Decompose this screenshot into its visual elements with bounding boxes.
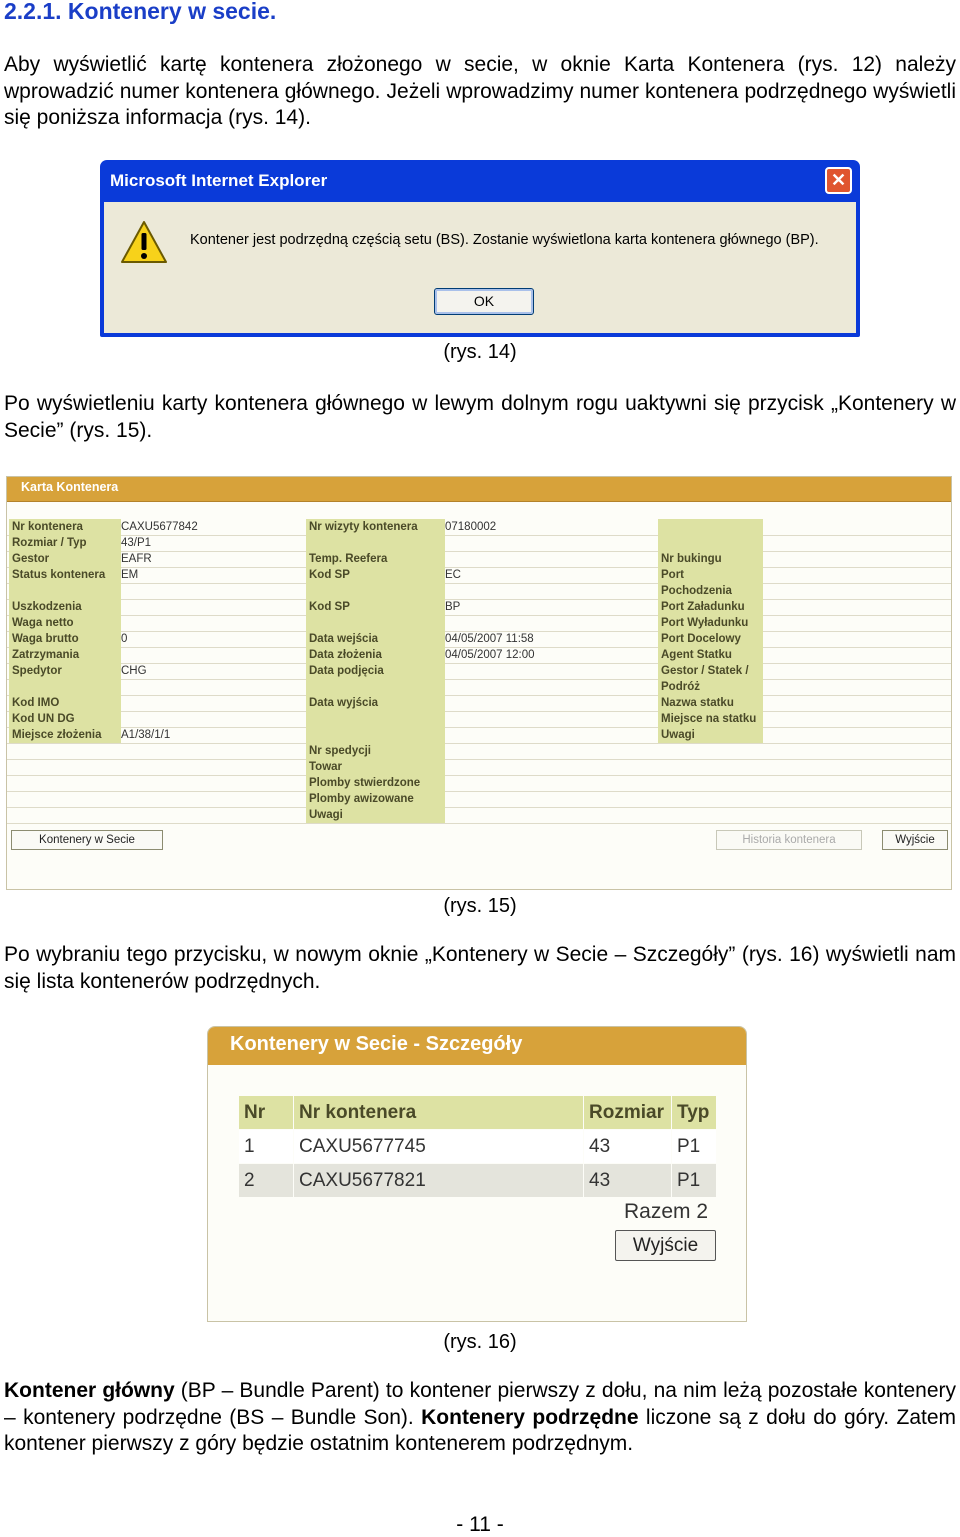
field-value: A1/38/1/1 [121,729,171,741]
field-label: Plomby awizowane [306,791,445,807]
field-label: Pochodzenia [658,583,763,599]
caption-rys15: (rys. 15) [443,895,517,917]
cell-nr-kontenera: CAXU5677821 [294,1164,583,1197]
field-label: Plomby stwierdzone [306,775,445,791]
karta-row-line [7,679,951,696]
field-label: Uwagi [658,727,763,743]
szczegoly-title: Kontenery w Secie - Szczegóły [230,1033,523,1055]
kontenery-w-secie-button[interactable]: Kontenery w Secie [11,830,163,850]
field-label: Podróż [658,679,763,695]
field-label [306,679,445,695]
field-value: CAXU5677842 [121,521,198,533]
cell-rozmiar: 43 [584,1164,671,1197]
field-label: Agent Statku [658,647,763,663]
field-label: Miejsce na statku [658,711,763,727]
paragraph-button-info: Po wyświetleniu karty kontenera głównego w lewym dolnym rogu uaktywni się przycisk „Kontenery w Secie” (rys. 15). [4,392,956,442]
text-part: liczone są z dołu do góry. Zatem kontener pierwszy z góry będzie ostatnim kontenerem podrzędnym. [4,1405,957,1455]
field-label: Nr spedycji [306,743,445,759]
term-kontener-glowny: Kontener główny [4,1379,175,1402]
column-header-nr: Nr [239,1096,293,1129]
field-label: Port Załadunku [658,599,763,615]
field-label: Data podjęcia [306,663,445,679]
field-label: Temp. Reefera [306,551,445,567]
karta-row-line [7,775,951,792]
field-label [658,519,763,535]
field-label: Data wyjścia [306,695,445,711]
field-label [306,727,445,743]
karta-row-line [7,615,951,632]
field-value: 07180002 [445,521,497,533]
field-label: Rozmiar / Typ [9,535,121,551]
column-header-rozmiar: Rozmiar [584,1096,671,1129]
field-label: Kod IMO [9,695,121,711]
field-label: Uszkodzenia [9,599,121,615]
karta-row-line [7,807,951,824]
field-label: Miejsce złożenia [9,727,121,743]
cell-nr: 1 [239,1130,293,1163]
karta-kontenera-window [6,476,952,890]
dialog-message: Kontener jest podrzędną częścią setu (BS). Zostanie wyświetlona karta kontenera głównego (BP). [190,232,819,248]
karta-row-line [7,743,951,760]
field-label [306,711,445,727]
field-label: Kod UN DG [9,711,121,727]
field-value: 43/P1 [121,537,152,549]
field-label: Data wejścia [306,631,445,647]
field-label: Waga brutto [9,631,121,647]
karta-row-line [7,567,951,584]
text-part: (BP – Bundle Parent) to kontener pierwszy z dołu, na nim leżą pozostałe kontenery – kontenery podrzędne (BS – Bundle Son). [4,1379,956,1429]
field-label: Spedytor [9,663,121,679]
column-header-typ: Typ [672,1096,716,1129]
field-label: Waga netto [9,615,121,631]
ok-button[interactable]: OK [434,288,534,315]
warning-icon [120,220,168,269]
field-label: Port Wyładunku [658,615,763,631]
field-label [306,535,445,551]
karta-row-line [7,711,951,728]
cell-rozmiar: 43 [584,1130,671,1163]
cell-typ: P1 [672,1164,716,1197]
field-label: Gestor [9,551,121,567]
cell-nr: 2 [239,1164,293,1197]
field-label: Port Docelowy [658,631,763,647]
wyjscie-button[interactable]: Wyjście [615,1230,716,1261]
caption-rys16: (rys. 16) [443,1331,517,1353]
field-label: Nr bukingu [658,551,763,567]
field-label: Port [658,567,763,583]
karta-fields [7,519,951,829]
cell-nr-kontenera: CAXU5677745 [294,1130,583,1163]
wyjscie-button[interactable]: Wyjście [882,830,948,850]
field-label: Kod SP [306,567,445,583]
field-label: Nr wizyty kontenera [306,519,445,535]
field-value: 0 [121,633,128,645]
paragraph-intro: Aby wyświetlić kartę kontenera złożonego w secie, w oknie Karta Kontenera (rys. 12) należy wprowadzić numer kontenera głównego. Jeżeli wprowadzimy numer kontenera podrzędnego wyświetli się poniższa informacja (rys. 14). [4,53,956,129]
karta-row-line [7,791,951,808]
karta-row-line [7,663,951,680]
kontenery-w-secie-window [207,1026,747,1322]
field-label: Data złożenia [306,647,445,663]
field-value: EAFR [121,553,152,565]
karta-row-line [7,759,951,776]
field-label: Uwagi [306,807,445,823]
field-value: EC [445,569,461,581]
close-icon[interactable]: ✕ [825,167,852,194]
field-label: Nr kontenera [9,519,121,535]
field-label: Towar [306,759,445,775]
column-header-nr-kontenera: Nr kontenera [294,1096,583,1129]
field-label [306,583,445,599]
paragraph-szczegoly-info: Po wybraniu tego przycisku, w nowym oknie „Kontenery w Secie – Szczegóły” (rys. 16) wyświetli nam się lista kontenerów podrzędnych. [4,943,956,993]
razem-total: Razem 2 [624,1200,709,1223]
paragraph-definitions [4,1378,956,1458]
karta-title: Karta Kontenera [21,480,119,494]
field-label [9,583,121,599]
szczegoly-title-bar [208,1027,746,1065]
field-label: Status kontenera [9,567,121,583]
cell-typ: P1 [672,1130,716,1163]
caption-rys14: (rys. 14) [443,341,517,363]
page-number: - 11 - [456,1513,504,1536]
field-value: CHG [121,665,147,677]
section-heading: 2.2.1. Kontenery w secie. [4,0,277,24]
field-label [306,615,445,631]
field-value: 04/05/2007 11:58 [445,633,534,645]
karta-title-bar [7,477,951,502]
historia-kontenera-button[interactable]: Historia kontenera [716,830,862,850]
field-value: BP [445,601,461,613]
field-value: EM [121,569,139,581]
field-label [9,679,121,695]
field-label: Kod SP [306,599,445,615]
term-kontenery-podrzedne: Kontenery podrzędne [421,1405,639,1429]
karta-row-line [7,599,951,616]
dialog-body [104,202,856,333]
field-label: Gestor / Statek / [658,663,763,679]
karta-row-line [7,695,951,712]
field-label [658,535,763,551]
karta-row-line [7,583,951,600]
field-label: Nazwa statku [658,695,763,711]
dialog-title: Microsoft Internet Explorer [110,171,328,190]
field-label: Zatrzymania [9,647,121,663]
field-value: 04/05/2007 12:00 [445,649,535,661]
ie-dialog [100,160,860,337]
